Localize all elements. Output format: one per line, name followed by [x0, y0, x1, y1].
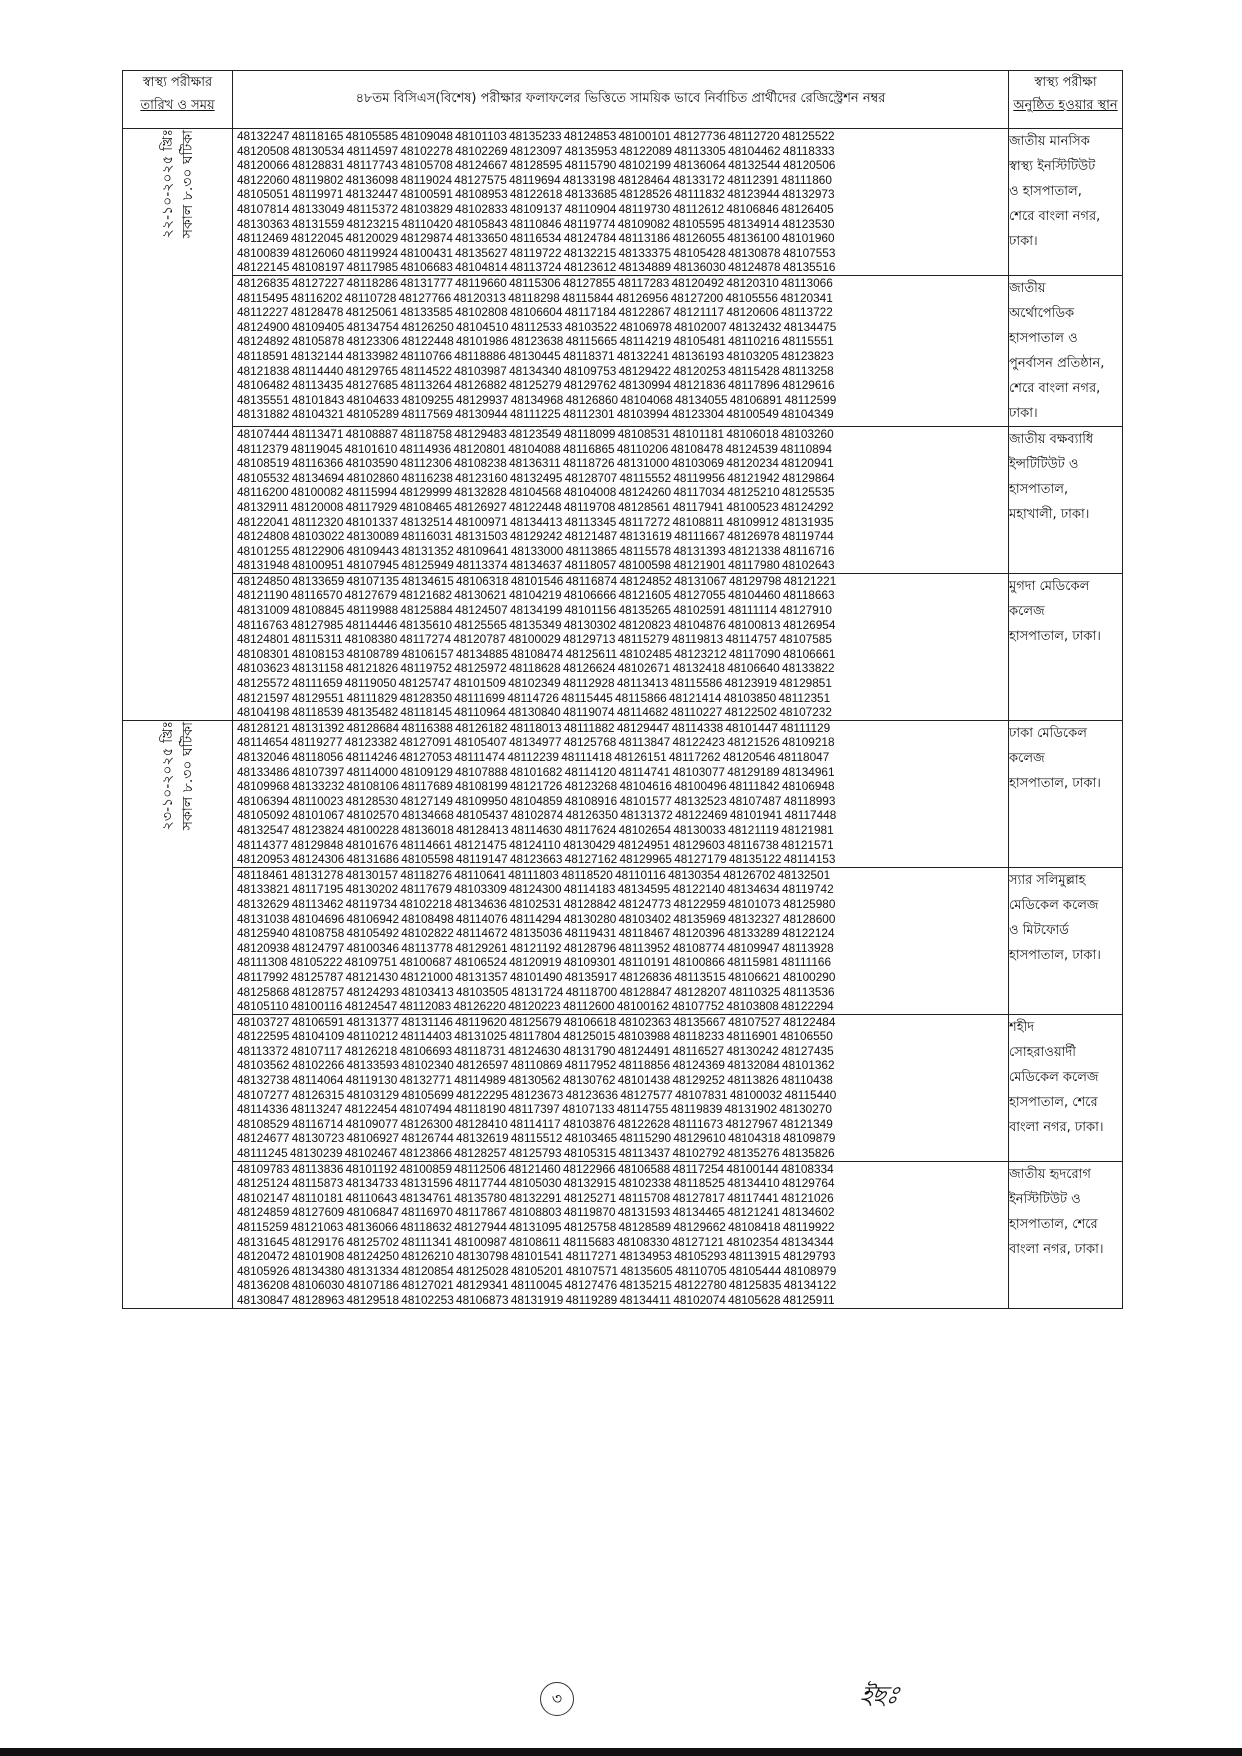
- exam-date: ২৩-১০-২০২৫ খ্রিঃ: [159, 720, 176, 831]
- venue-line: হাসপাতাল, ঢাকা।: [1009, 628, 1101, 644]
- registration-number-row: 48120508 48130534 48114597 48102278 48102269 48123097 48135953 48122089 48113305 48104462 48118333: [237, 143, 835, 158]
- venue-line: ঢাকা মেডিকেল: [1009, 725, 1087, 741]
- registration-number-row: 48136208 48106030 48107186 48127021 48129341 48110045 48127476 48135215 48122780 48125835 48134122: [237, 1278, 837, 1293]
- group-row: [123, 867, 1123, 1014]
- registration-number-row: 48107277 48126315 48103129 48105699 48122295 48123673 48123636 48127577 48107831 48100032 48115440: [237, 1087, 837, 1102]
- registration-number-row: 48115495 48116202 48110728 48127766 48120313 48118298 48115844 48126956 48127200 48105556 48120341: [237, 290, 833, 305]
- registration-number-row: 48122595 48104109 48110212 48114403 48131025 48117804 48125015 48103988 48118233 48116901 48106550: [237, 1029, 833, 1044]
- registration-number-cell: [233, 426, 1009, 573]
- registration-number-row: 48132547 48123824 48100228 48136018 48128413 48114630 48117624 48102654 48130033 48121119 48121981: [237, 822, 834, 837]
- registration-number-row: 48100839 48126060 48119924 48100431 48135627 48119722 48132215 48133375 48105428 48130878 48107553: [237, 245, 836, 260]
- registration-number-row: 48107814 48133049 48115372 48103829 48102833 48109137 48110904 48119730 48112612 48106846 48126405: [237, 201, 834, 216]
- registration-number-row: 48125124 48115873 48134733 48131596 48117744 48105030 48132915 48102338 48118525 48134410 48129764: [237, 1176, 835, 1191]
- venue-line: অর্থোপেডিক: [1009, 305, 1075, 321]
- registration-number-row: 48131882 48104321 48105289 48117569 48130944 48111225 48112301 48103994 48123304 48100549 48104349: [237, 407, 834, 422]
- page-number: ৩: [540, 1682, 574, 1716]
- group-row: [123, 573, 1123, 720]
- registration-number-cell: [233, 720, 1009, 867]
- venue-line: জাতীয়: [1009, 280, 1046, 296]
- registration-number-cell: [233, 867, 1009, 1014]
- registration-number-row: 48122060 48119802 48136098 48119024 48127575 48119694 48133198 48128464 48133172 48112391 48111860: [237, 172, 832, 187]
- exam-date-cell: [123, 129, 233, 721]
- registration-number-row: 48116763 48127985 48114446 48135610 48125565 48135349 48130302 48120823 48104876 48100813 48126954: [237, 617, 836, 632]
- registration-number-row: 48130363 48131559 48123215 48110420 48105843 48110846 48119774 48109082 48105595 48134914 48123530: [237, 216, 835, 231]
- registration-number-row: 48108301 48108153 48108789 48106157 48134885 48108474 48125611 48102485 48123212 48117090 48106661: [237, 646, 836, 661]
- registration-number-row: 48124850 48133659 48107135 48134615 48106318 48101546 48116874 48124852 48131067 48129798 48121221: [237, 573, 837, 588]
- registration-number-row: 48124859 48127609 48106847 48116970 48117867 48108803 48119870 48131593 48134465 48121241 48134602: [237, 1205, 835, 1220]
- venue-line: শেরে বাংলা নগর,: [1009, 380, 1101, 396]
- venue-line: বাংলা নগর, ঢাকা।: [1009, 1119, 1104, 1135]
- venue-line: বাংলা নগর, ঢাকা।: [1009, 1241, 1104, 1257]
- registration-number-row: 48108519 48116366 48103590 48112306 48108238 48136311 48118726 48131000 48103069 48120234 48120941: [237, 456, 834, 471]
- venue-line: মেডিকেল কলেজ: [1009, 897, 1099, 913]
- group-row: [123, 426, 1123, 573]
- venue-line: জাতীয় মানসিক: [1009, 134, 1090, 149]
- venue-line: মেডিকেল কলেজ: [1009, 1069, 1099, 1085]
- venue-cell: [1009, 1161, 1123, 1308]
- registration-number-row: 48109783 48113836 48101192 48100859 48112506 48121460 48122966 48106588 48117254 48100144 48108334: [237, 1161, 834, 1176]
- registration-number-row: 48132629 48113462 48119734 48102218 48134636 48102531 48128842 48124773 48122959 48101073 48125980: [237, 896, 836, 911]
- venue-line: মহাখালী, ঢাকা।: [1009, 506, 1090, 522]
- registration-number-row: 48107444 48113471 48108887 48118758 48129483 48123549 48118099 48108531 48101181 48106018 48103260: [237, 426, 834, 441]
- venue-line: ইন্সটিটিউট ও: [1009, 456, 1079, 472]
- registration-number-row: 48105092 48101067 48102570 48134668 48105437 48102874 48126350 48131372 48122469 48101941 48117448: [237, 808, 837, 823]
- venue-line: ঢাকা।: [1009, 405, 1038, 421]
- venue-cell: [1009, 129, 1123, 276]
- group-row: [123, 1014, 1123, 1161]
- exam-time: সকাল ৮.৩০ ঘটিকা: [179, 129, 196, 238]
- registration-number-cell: [233, 275, 1009, 426]
- registration-number-row: 48125572 48111659 48119050 48125747 48101509 48102349 48112928 48113413 48115586 48123919 48129851: [237, 676, 832, 691]
- registration-number-row: 48108529 48116714 48109077 48126300 48128410 48114117 48103876 48122628 48111673 48127967 48121349: [237, 1116, 833, 1131]
- registration-number-row: 48106482 48113435 48127685 48113264 48126882 48125279 48129762 48130994 48121836 48117896 48129616: [237, 378, 835, 393]
- registration-number-row: 48132911 48120008 48117929 48108465 48126927 48122448 48119708 48128561 48117941 48100523 48124292: [237, 499, 834, 514]
- registration-number-row: 48102147 48110181 48110643 48134761 48135780 48132291 48125271 48115708 48127817 48117441 48121026: [237, 1190, 834, 1205]
- registration-number-row: 48131009 48108845 48119988 48125884 48124507 48134199 48101156 48135265 48102591 48111114 48127910: [237, 603, 832, 618]
- venue-line: জাতীয় বক্ষব্যাধি: [1009, 431, 1094, 447]
- registration-number-row: 48131948 48100951 48107945 48125949 48113374 48134637 48118057 48100598 48121901 48117980 48102643: [237, 558, 835, 573]
- group-row: [123, 1161, 1123, 1308]
- exam-date-cell: [123, 720, 233, 1308]
- registration-number-row: 48112379 48119045 48101610 48114936 48120801 48104088 48116865 48110206 48108478 48124539 48110894: [237, 441, 832, 456]
- registration-number-row: 48117992 48125787 48121430 48121000 48131357 48101490 48135917 48126836 48113515 48106621 48100290: [237, 969, 836, 984]
- group-row: [123, 129, 1123, 276]
- registration-number-row: 48131645 48129176 48125702 48111341 48100987 48108611 48115683 48108330 48127121 48102354 48134344: [237, 1234, 834, 1249]
- registration-number-cell: [233, 573, 1009, 720]
- registration-number-row: 48132247 48118165 48105585 48109048 48101103 48135233 48124853 48100101 48127736 48112720 48125522: [237, 129, 835, 143]
- registration-number-row: 48104198 48118539 48135482 48118145 48110964 48130840 48119074 48114682 48110227 48122502 48107232: [237, 705, 832, 720]
- venue-line: কলেজ: [1009, 603, 1045, 619]
- registration-number-row: 48116200 48100082 48115994 48129999 48132828 48104568 48104008 48124260 48117034 48125210 48125535: [237, 485, 835, 500]
- registration-number-row: 48126835 48127227 48118286 48131777 48119660 48115306 48127855 48117283 48120492 48120310 48113066: [237, 275, 833, 290]
- registration-number-row: 48124801 48115311 48108380 48117274 48120787 48100029 48129713 48115279 48119813 48114757 48107585: [237, 632, 832, 647]
- registration-table: [122, 70, 1123, 1309]
- registration-number-row: 48125868 48128757 48124293 48103413 48103505 48131724 48118700 48128847 48128207 48110325 48113536: [237, 984, 835, 999]
- registration-number-row: 48113372 48107117 48126218 48106693 48118731 48124630 48131790 48124491 48116527 48130242 48127435: [237, 1043, 834, 1058]
- registration-number-row: 48118591 48132144 48133982 48110766 48118886 48130445 48118371 48132241 48136193 48103205 48123823: [237, 348, 834, 363]
- registration-number-row: 48121597 48129551 48111829 48128350 48111699 48114726 48115445 48115866 48121414 48103850 48112351: [237, 690, 831, 705]
- registration-number-cell: [233, 1161, 1009, 1308]
- registration-number-row: 48105926 48134380 48131334 48120854 48125028 48105201 48107571 48135605 48110705 48105444 48108979: [237, 1263, 837, 1278]
- venue-line: স্যার সলিমুল্লাহ: [1009, 872, 1086, 888]
- header-venue: স্বাস্থ্য পরীক্ষা অনুষ্ঠিত হওয়ার স্থান: [1009, 71, 1123, 129]
- exam-date-text: [158, 129, 198, 238]
- registration-number-row: 48114377 48129848 48101676 48114661 48121475 48124110 48130429 48124951 48129603 48116738 48121571: [237, 837, 834, 852]
- registration-number-row: 48125940 48108758 48105492 48102822 48114672 48135036 48119431 48118467 48120396 48133289 48122124: [237, 926, 835, 941]
- venue-line: কলেজ: [1009, 750, 1045, 766]
- registration-number-row: 48103623 48131158 48121826 48119752 48125972 48118628 48126624 48102671 48132418 48106640 48133822: [237, 661, 835, 676]
- registration-number-row: 48124677 48130723 48106927 48126744 48132619 48115512 48103465 48115290 48129610 48104318 48109879: [237, 1131, 836, 1146]
- group-row: [123, 720, 1123, 867]
- registration-number-row: 48131038 48104696 48106942 48108498 48114076 48114294 48130280 48103402 48135969 48132327 48128600: [237, 911, 836, 926]
- venue-cell: [1009, 867, 1123, 1014]
- venue-line: শহীদ: [1009, 1019, 1035, 1035]
- venue-line: মুগদা মেডিকেল: [1009, 578, 1090, 594]
- registration-number-row: 48128121 48131392 48128684 48116388 48126182 48118013 48111882 48129447 48114338 48101447 48111129: [237, 720, 831, 735]
- venue-line: হাসপাতাল,: [1009, 481, 1069, 497]
- exam-date-text: [158, 721, 198, 830]
- venue-cell: [1009, 720, 1123, 867]
- registration-number-row: 48112469 48122045 48120029 48129874 48133650 48116534 48124784 48113186 48126055 48136100 48101960: [237, 231, 835, 246]
- registration-number-cell: [233, 129, 1009, 276]
- venue-line: হাসপাতাল, ঢাকা।: [1009, 775, 1101, 791]
- registration-number-row: 48115259 48121063 48136066 48118632 48127944 48131095 48125758 48128589 48129662 48108418 48119922: [237, 1220, 835, 1234]
- venue-line: সোহরাওয়ার্দী: [1009, 1044, 1076, 1060]
- venue-cell: [1009, 573, 1123, 720]
- venue-line: জাতীয় হৃদরোগ: [1009, 1166, 1091, 1182]
- exam-time: সকাল ৮.৩০ ঘটিকা: [179, 721, 196, 830]
- bottom-edge: [0, 1748, 1242, 1756]
- venue-line: হাসপাতাল ও: [1009, 330, 1078, 346]
- venue-line: পুনর্বাসন প্রতিষ্ঠান,: [1009, 355, 1105, 371]
- registration-number-row: 48103727 48106591 48131377 48131146 48119620 48125679 48106618 48102363 48135667 48107527 48122484: [237, 1014, 836, 1029]
- registration-number-row: 48101255 48122906 48109443 48131352 48109641 48133000 48113865 48115578 48131393 48121338 48116716: [237, 543, 835, 558]
- registration-number-row: 48105051 48119971 48132447 48100591 48108953 48122618 48133685 48128526 48111832 48123944 48132973: [237, 187, 835, 202]
- registration-number-row: 48114336 48113247 48122454 48107494 48118190 48117397 48107133 48114755 48119839 48131902 48130270: [237, 1102, 832, 1117]
- venue-line: ও হাসপাতাল,: [1009, 184, 1082, 199]
- registration-number-row: 48103562 48102266 48133593 48102340 48126597 48110869 48117952 48118856 48124369 48132084 48101362: [237, 1058, 835, 1073]
- venue-line: হাসপাতাল, শেরে: [1009, 1216, 1098, 1232]
- registration-number-row: 48105532 48134694 48102860 48116238 48123160 48132495 48128707 48115552 48119956 48121942 48129864: [237, 470, 835, 485]
- header-row: [123, 71, 1123, 129]
- venue-line: হাসপাতাল, শেরে: [1009, 1094, 1098, 1110]
- header-registration-numbers: ৪৮তম বিসিএস(বিশেষ) পরীক্ষার ফলাফলের ভিত্তিতে সাময়িক ভাবে নির্বাচিত প্রার্থীদের রেজিস্ট্রেশন নম্বর: [233, 71, 1009, 129]
- registration-number-row: 48135551 48101843 48104633 48109255 48129937 48134968 48126860 48104068 48134055 48106891 48112599: [237, 392, 837, 407]
- registration-number-row: 48120953 48124306 48131686 48105598 48119147 48123663 48127162 48129965 48127179 48135122 48114153: [237, 852, 836, 867]
- registration-number-row: 48130847 48128963 48129518 48102253 48106873 48131919 48119289 48134411 48102074 48105628 48125911: [237, 1292, 835, 1307]
- registration-number-row: 48122041 48112320 48101337 48132514 48100971 48134413 48113345 48117272 48108811 48109912 48131935: [237, 514, 834, 529]
- registration-number-row: 48132738 48114064 48119130 48132771 48114989 48130562 48130762 48101438 48129252 48113826 48110438: [237, 1073, 833, 1088]
- registration-number-row: 48114654 48119277 48123382 48127091 48105407 48134977 48125768 48113847 48122423 48121526 48109218: [237, 735, 835, 750]
- registration-number-cell: [233, 1014, 1009, 1161]
- registration-number-row: 48112227 48128478 48125061 48133585 48102808 48106604 48117184 48122867 48121117 48120606 48113722: [237, 305, 833, 320]
- registration-number-row: 48109968 48133232 48108106 48117689 48108199 48121726 48123268 48104616 48100496 48111842 48106948: [237, 779, 835, 794]
- registration-number-row: 48121838 48114440 48129765 48114522 48103987 48134340 48109753 48129422 48120253 48115428 48113258: [237, 363, 834, 378]
- registration-number-row: 48124808 48103022 48130089 48116031 48131503 48129242 48121487 48131619 48111667 48126978 48119744: [237, 529, 834, 544]
- header-date-time: স্বাস্থ্য পরীক্ষার তারিখ ও সময়: [123, 71, 233, 129]
- registration-number-row: 48120938 48124797 48100346 48113778 48129261 48121192 48128796 48113952 48108774 48109947 48113928: [237, 940, 834, 955]
- group-row: [123, 275, 1123, 426]
- registration-number-row: 48106394 48110023 48128530 48127149 48109950 48104859 48108916 48101577 48132523 48107487 48118993: [237, 793, 836, 808]
- registration-number-row: 48121190 48116570 48127679 48121682 48130621 48104219 48106666 48121605 48127055 48104460 48118663: [237, 588, 835, 603]
- registration-number-row: 48105110 48100116 48124547 48112083 48126220 48120223 48112600 48100162 48107752 48103808 48122294: [237, 999, 834, 1014]
- registration-number-row: 48118461 48131278 48130157 48118276 48110641 48111803 48118520 48110116 48130354 48126702 48132501: [237, 867, 831, 882]
- venue-cell: [1009, 426, 1123, 573]
- venue-line: স্বাস্থ্য ইনস্টিটিউট: [1009, 159, 1096, 174]
- registration-number-row: 48133486 48107397 48114000 48109129 48107888 48101682 48114120 48114741 48103077 48129189 48134961: [237, 764, 835, 779]
- venue-line: ঢাকা।: [1009, 234, 1038, 249]
- registration-number-row: 48120066 48128831 48117743 48105708 48124667 48128595 48115790 48102199 48136064 48132544 48120506: [237, 158, 836, 173]
- registration-number-row: 48120472 48101908 48124250 48126210 48130798 48101541 48117271 48134953 48105293 48113915 48129793: [237, 1249, 836, 1264]
- venue-line: ইনস্টিটিউট ও: [1009, 1191, 1081, 1207]
- registration-number-row: 48133821 48117195 48130202 48117679 48103309 48124300 48114183 48134595 48122140 48134634 48119742: [237, 882, 834, 897]
- signature: ইছঃ: [857, 1681, 901, 1709]
- registration-number-row: 48132046 48118056 48114246 48127053 48111474 48112239 48111418 48126151 48117262 48120546 48118047: [237, 750, 830, 764]
- venue-line: ও মিটফোর্ড: [1009, 922, 1069, 938]
- venue-cell: [1009, 1014, 1123, 1161]
- registration-number-row: 48124900 48109405 48134754 48126250 48104510 48112533 48103522 48106978 48102007 48132432 48134475: [237, 319, 837, 334]
- exam-date: ২২-১০-২০২৫ খ্রিঃ: [159, 129, 176, 239]
- venue-line: শেরে বাংলা নগর,: [1009, 209, 1101, 224]
- venue-line: হাসপাতাল, ঢাকা।: [1009, 947, 1101, 963]
- registration-number-row: 48124892 48105878 48123306 48122448 48101986 48123638 48115665 48114219 48105481 48110216 48115551: [237, 334, 834, 349]
- registration-number-row: 48122145 48108197 48117985 48106683 48104814 48113724 48123612 48134889 48136030 48124878 48135516: [237, 260, 836, 275]
- registration-number-row: 48111308 48105222 48109751 48100687 48106524 48120919 48109301 48110191 48100866 48115981 48111166: [237, 955, 832, 970]
- registration-number-row: 48111245 48130239 48102467 48123866 48128257 48125793 48105315 48113437 48102792 48135276 48135826: [237, 1146, 835, 1161]
- venue-cell: [1009, 275, 1123, 426]
